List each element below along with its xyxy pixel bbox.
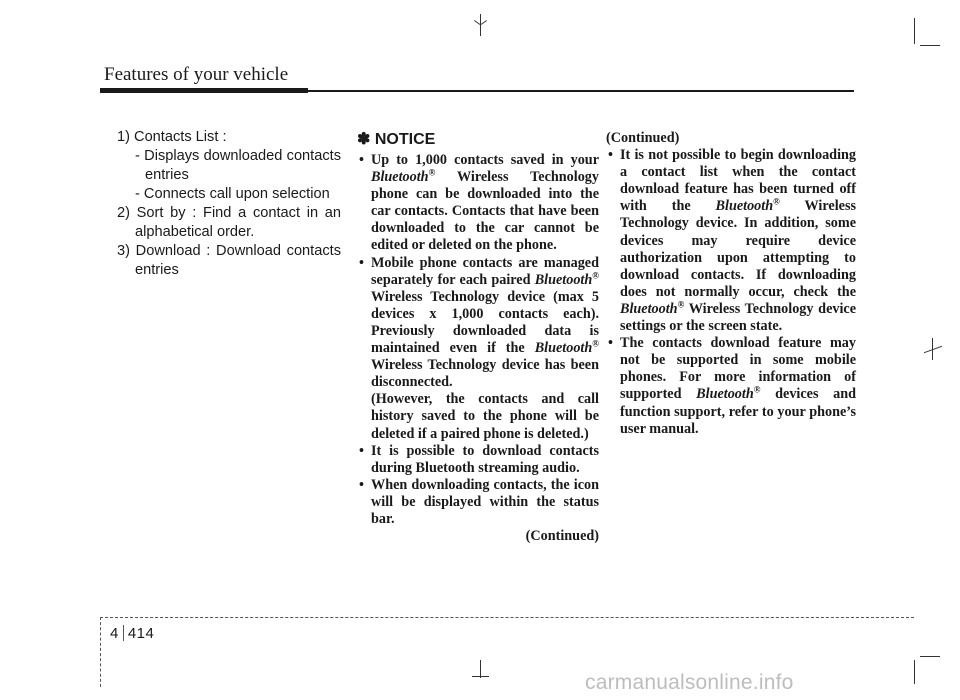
footer-vertical-rule <box>100 617 101 687</box>
continued-label: (Continued) <box>606 130 680 146</box>
bullet-text: Wireless Technology device (max 5 devices x 1,000 contacts each). Previously downloaded data is maintained even if the <box>371 288 599 357</box>
crop-mark-mid-right-h <box>924 346 942 354</box>
footer-rule <box>100 617 914 618</box>
bluetooth-term: Bluetooth <box>371 169 429 186</box>
notice-bullet <box>606 147 856 335</box>
crop-mark-bottom-right-v <box>914 660 915 684</box>
list-item: 2) Sort by : Find a contact in an alphabetical order. <box>117 205 341 240</box>
notice-bullet <box>357 255 599 443</box>
section-number: 4 <box>110 625 119 642</box>
list-item: 3) Download : Download contacts entries <box>117 243 341 278</box>
bullet-text: Wireless Technology device settings or the screen state. <box>620 300 856 335</box>
page-number-value: 414 <box>127 625 155 642</box>
bullet-text: Wireless Technology device has been disconnected. <box>371 357 599 391</box>
bullet-text: devices and function support, refer to your phone’s user manual. <box>620 386 857 437</box>
bluetooth-term: Bluetooth <box>534 340 593 357</box>
notice-column <box>357 130 599 545</box>
registered-mark: ® <box>677 299 685 310</box>
page-header-title: Features of your vehicle <box>104 64 289 85</box>
list-item: 1) Contacts List : <box>117 129 227 145</box>
registered-mark: ® <box>592 338 599 349</box>
list-subitem: - Connects call upon selection <box>135 186 330 202</box>
page-number <box>110 625 154 642</box>
bullet-text: Wireless Technology phone can be downloaded into the car contacts. Contacts that have been downloaded to the car cannot be edited or deleted on the phone. <box>371 169 599 254</box>
registered-mark: ® <box>428 167 436 178</box>
bluetooth-term: Bluetooth <box>620 300 678 317</box>
notice-bullet <box>357 477 599 528</box>
page-number-separator <box>123 625 124 641</box>
bullet-text: Up to 1,000 contacts saved in your <box>371 152 599 168</box>
left-column <box>117 128 341 280</box>
bluetooth-term: Bluetooth <box>715 198 774 215</box>
crop-mark-top-right-h <box>920 45 940 46</box>
bullet-extra-text: (However, the contacts and call history saved to the phone will be deleted if a paired phone is deleted.) <box>371 391 599 442</box>
bluetooth-term: Bluetooth <box>534 271 593 288</box>
notice-bullet <box>357 152 599 255</box>
bullet-text: It is not possible to begin downloading a contact list when the contact download feature has been turned off with the <box>620 147 856 215</box>
bullet-text: It is possible to download contacts during Bluetooth streaming audio. <box>371 442 599 476</box>
registered-mark: ® <box>592 269 599 280</box>
crop-mark-bottom-center-h <box>472 676 489 677</box>
notice-title: ✽ NOTICE <box>357 131 436 148</box>
registered-mark: ® <box>753 384 761 395</box>
continued-label: (Continued) <box>525 528 599 545</box>
bullet-text: Mobile phone contacts are managed separately for each paired <box>371 254 599 288</box>
notice-bullet <box>606 335 856 438</box>
header-rule-thin <box>308 90 854 92</box>
list-subitem: - Displays downloaded contacts entries <box>135 148 341 183</box>
crop-mark-top-center-r <box>481 20 487 25</box>
notice-bullet <box>357 443 599 477</box>
bluetooth-term: Bluetooth <box>696 386 754 403</box>
crop-mark-bottom-right-h <box>920 656 940 657</box>
bullet-text: When downloading contacts, the icon will be displayed within the status bar. <box>371 476 599 527</box>
header-rule-thick <box>100 88 308 93</box>
registered-mark: ® <box>773 196 780 207</box>
crop-mark-top-right-v <box>914 18 915 44</box>
bullet-text: The contacts download feature may not be supported in some mobile phones. For more information of supported <box>620 335 856 403</box>
bullet-text: Wireless Technology device. In addition, some devices may require device authorization upon attempting to download contacts. If downloading does not normally occur, check the <box>620 198 856 300</box>
right-column <box>606 130 856 438</box>
watermark: carmanualsonline.info <box>585 671 794 694</box>
